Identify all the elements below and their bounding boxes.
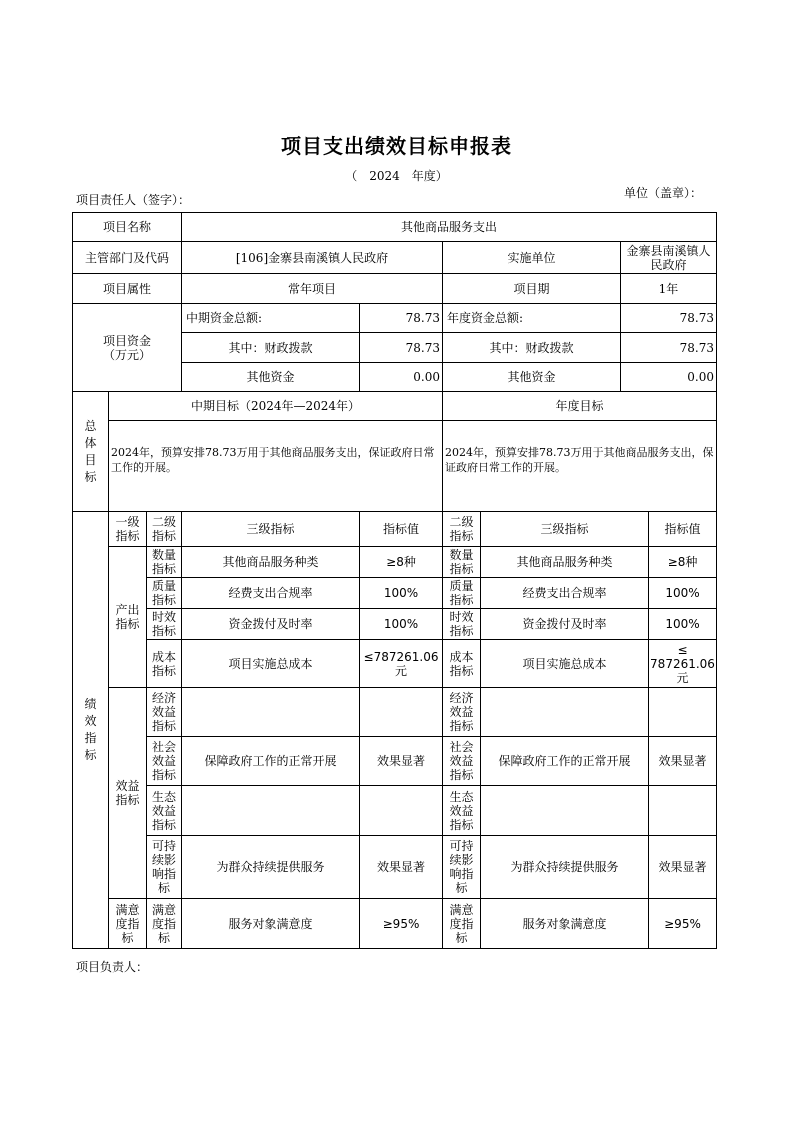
kpi-cell-l3: 资金拨付及时率 — [182, 609, 360, 640]
mid-fiscal-label: 其中：财政拨款 — [182, 333, 360, 363]
kpi-cell-l2b: 可持 续影 响指 标 — [443, 836, 481, 899]
kpi-cell-valb: ≥95% — [664, 916, 701, 931]
kpi-cell-l3b: 其他商品服务种类 — [481, 547, 649, 578]
mid-other-label: 其他资金 — [182, 363, 360, 392]
satisfaction-indicator-label: 满意 度指 标 — [109, 899, 147, 948]
kpi-cell-l2: 社会 效益 指标 — [147, 737, 182, 786]
page-title: 项目支出绩效目标申报表 — [281, 134, 512, 158]
kpi-cell-l2: 成本 指标 — [147, 640, 182, 688]
project-funds-label: 项目资金 （万元） — [73, 304, 182, 392]
kpi-level3-header-year: 三级指标 — [481, 512, 649, 547]
project-period-label: 项目期 — [443, 274, 621, 304]
year-goal-text: 2024年，预算安排78.73万用于其他商品服务支出，保证政府日常工作的开展。 — [443, 421, 716, 512]
kpi-cell-l2b: 社会 效益 指标 — [443, 737, 481, 786]
mid-total-value: 78.73 — [360, 304, 443, 333]
mid-total-label: 中期资金总额: — [182, 304, 360, 333]
implementing-unit-label: 实施单位 — [443, 242, 621, 274]
year-total-value: 78.73 — [621, 304, 716, 333]
kpi-cell-val: 100% — [360, 578, 443, 609]
kpi-cell-l3b — [481, 688, 649, 737]
kpi-cell-val: 100% — [360, 609, 443, 640]
kpi-cell-valb: ≤ 787261.06 元 — [649, 640, 716, 688]
project-period-value: 1年 — [621, 274, 716, 304]
kpi-cell-valb: ≥8种 — [649, 547, 716, 578]
kpi-cell-l3: 为群众持续提供服务 — [182, 836, 360, 899]
kpi-cell-l3b: 服务对象满意度 — [481, 899, 649, 948]
kpi-cell-l3: 服务对象满意度 — [182, 899, 360, 948]
year-other-label: 其他资金 — [443, 363, 621, 392]
kpi-cell-l2: 质量 指标 — [147, 578, 182, 609]
kpi-value-header: 指标值 — [360, 512, 443, 547]
kpi-cell-l3: 其他商品服务种类 — [182, 547, 360, 578]
kpi-level2-header: 二级 指标 — [147, 512, 182, 547]
project-attribute-label: 项目属性 — [73, 274, 182, 304]
kpi-label: 绩 效 指 标 — [73, 512, 109, 948]
responsible-signature-label: 项目责任人（签字）： — [76, 193, 191, 207]
kpi-level3-header: 三级指标 — [182, 512, 360, 547]
kpi-cell-l3b: 保障政府工作的正常开展 — [481, 737, 649, 786]
year-goal-header: 年度目标 — [443, 392, 716, 421]
kpi-cell-l2: 生态 效益 指标 — [147, 786, 182, 836]
kpi-cell-l3b: 为群众持续提供服务 — [481, 836, 649, 899]
kpi-cell-l3: 经费支出合规率 — [182, 578, 360, 609]
kpi-cell-l2b: 生态 效益 指标 — [443, 786, 481, 836]
kpi-cell-val: 效果显著 — [360, 737, 443, 786]
output-indicator-label: 产出 指标 — [109, 547, 147, 688]
kpi-cell-l3b: 经费支出合规率 — [481, 578, 649, 609]
kpi-cell-l2b: 经济 效益 指标 — [443, 688, 481, 737]
department-value: [106]金寨县南溪镇人民政府 — [182, 242, 443, 274]
report-year: （ 2024 年度） — [345, 169, 448, 183]
kpi-cell-val: ≤787261.06 元 — [360, 640, 443, 688]
kpi-cell-valb: 效果显著 — [649, 836, 716, 899]
mid-goal-text: 2024年，预算安排78.73万用于其他商品服务支出，保证政府日常工作的开展。 — [109, 421, 443, 512]
year-fiscal-label: 其中：财政拨款 — [443, 333, 621, 363]
kpi-cell-val — [360, 688, 443, 737]
project-attribute-value: 常年项目 — [182, 274, 443, 304]
implementing-unit-value: 金寨县南溪镇人民政府 — [621, 242, 716, 274]
project-name-value: 其他商品服务支出 — [182, 213, 716, 242]
kpi-cell-valb: 100% — [649, 609, 716, 640]
kpi-cell-valb — [649, 786, 716, 836]
kpi-cell-l3b — [481, 786, 649, 836]
kpi-cell-l2b: 满意 度指 标 — [443, 899, 481, 948]
year-total-label: 年度资金总额: — [443, 304, 621, 333]
kpi-cell-l3: 项目实施总成本 — [182, 640, 360, 688]
project-leader-label: 项目负责人： — [76, 960, 149, 974]
project-name-label: 项目名称 — [73, 213, 182, 242]
year-other-value: 0.00 — [621, 363, 716, 392]
kpi-value-header-year: 指标值 — [649, 512, 716, 547]
overall-goals-label: 总 体 目 标 — [73, 392, 109, 512]
kpi-cell-val — [360, 786, 443, 836]
kpi-cell-l3b: 项目实施总成本 — [481, 640, 649, 688]
kpi-level1-header: 一级 指标 — [109, 512, 147, 547]
unit-stamp-label: 单位（盖章）： — [624, 186, 703, 200]
kpi-cell-val: ≥95% — [360, 899, 443, 948]
mid-fiscal-value: 78.73 — [360, 333, 443, 363]
kpi-cell-l2: 满意 度指 标 — [147, 899, 182, 948]
kpi-cell-l2: 经济 效益 指标 — [147, 688, 182, 737]
kpi-cell-l3 — [182, 786, 360, 836]
mid-other-value: 0.00 — [360, 363, 443, 392]
department-label: 主管部门及代码 — [73, 242, 182, 274]
kpi-cell-l3b: 资金拨付及时率 — [481, 609, 649, 640]
kpi-level2-header-year: 二级 指标 — [443, 512, 481, 547]
kpi-cell-val: ≥8种 — [360, 547, 443, 578]
kpi-cell-valb: 效果显著 — [649, 737, 716, 786]
kpi-cell-l2b: 成本 指标 — [443, 640, 481, 688]
kpi-cell-val: 效果显著 — [360, 836, 443, 899]
kpi-cell-l2: 时效 指标 — [147, 609, 182, 640]
kpi-cell-l2: 可持 续影 响指 标 — [147, 836, 182, 899]
kpi-cell-l2b: 数量 指标 — [443, 547, 481, 578]
kpi-cell-l3 — [182, 688, 360, 737]
kpi-cell-l2b: 质量 指标 — [443, 578, 481, 609]
benefit-indicator-label: 效益 指标 — [109, 688, 147, 899]
year-fiscal-value: 78.73 — [621, 333, 716, 363]
kpi-cell-l3: 保障政府工作的正常开展 — [182, 737, 360, 786]
mid-goal-header: 中期目标（2024年—2024年） — [109, 392, 443, 421]
kpi-cell-valb — [649, 688, 716, 737]
kpi-cell-l2b: 时效 指标 — [443, 609, 481, 640]
kpi-cell-l2: 数量 指标 — [147, 547, 182, 578]
kpi-cell-valb: 100% — [649, 578, 716, 609]
performance-table — [72, 212, 717, 949]
